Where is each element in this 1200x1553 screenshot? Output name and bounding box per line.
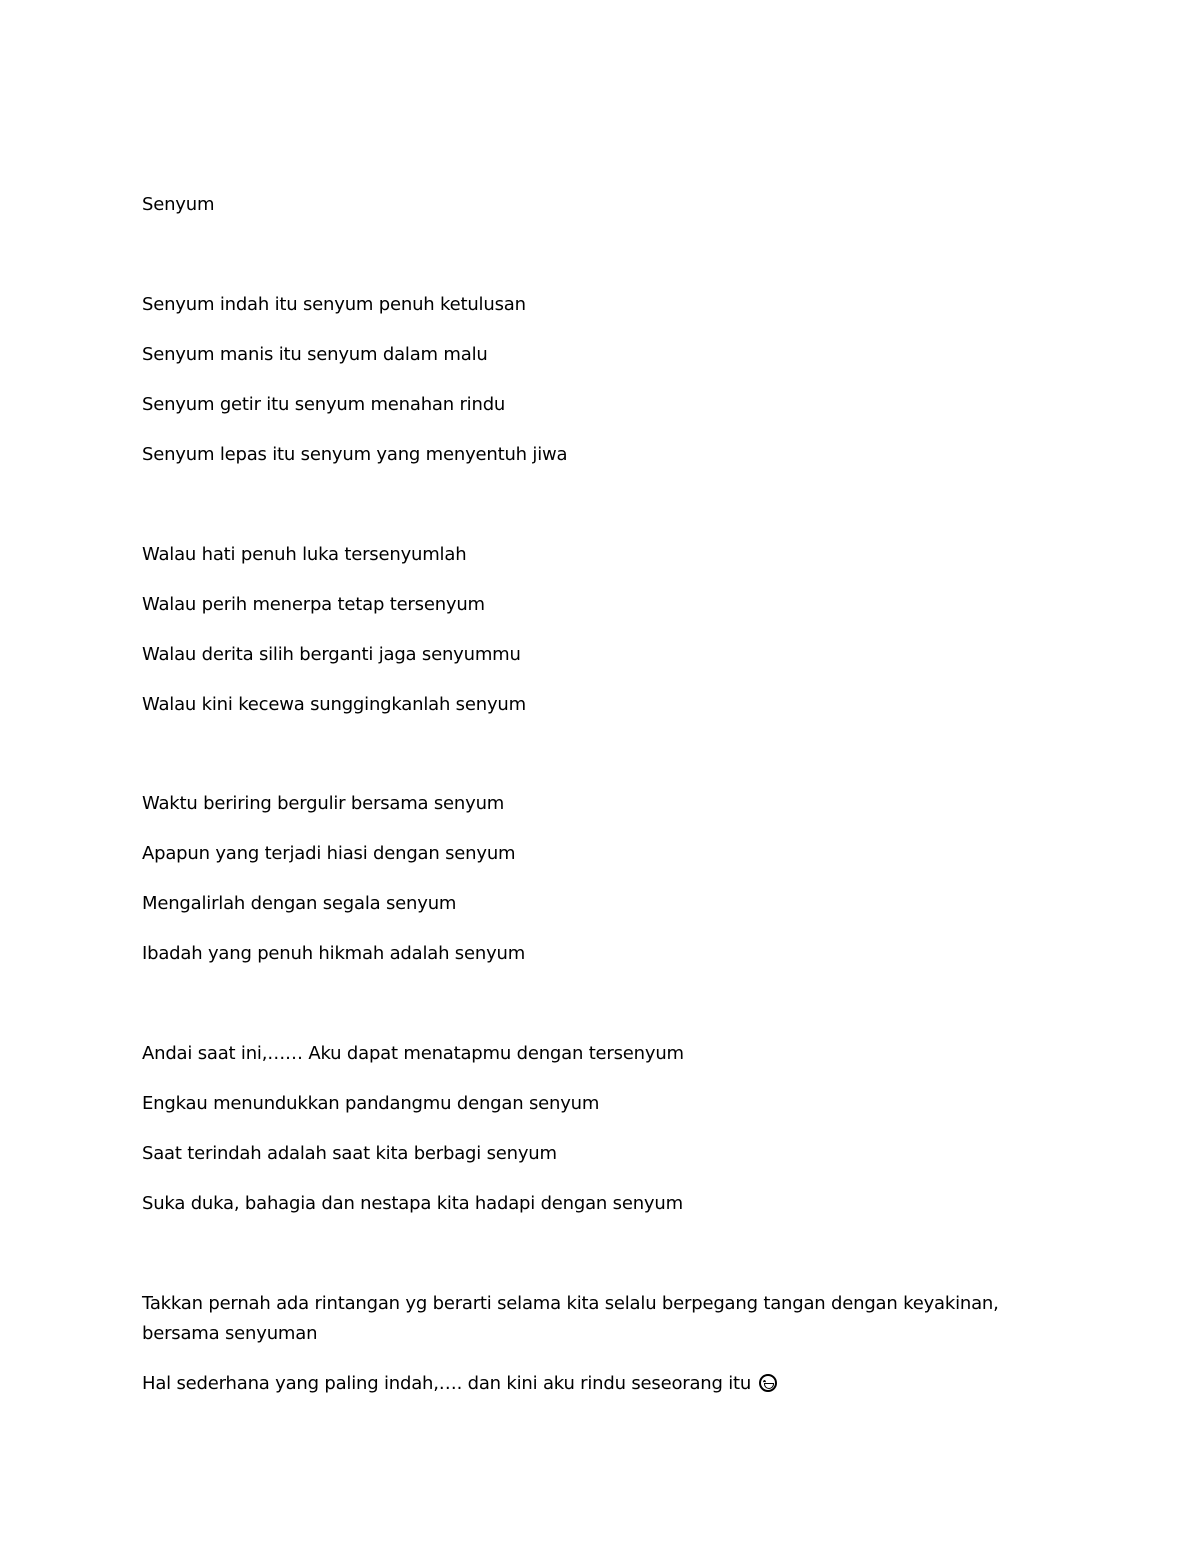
poem-line: Saat terindah adalah saat kita berbagi senyum — [142, 1143, 557, 1164]
poem-line: Senyum indah itu senyum penuh ketulusan — [142, 294, 526, 315]
poem-title: Senyum — [142, 194, 215, 215]
poem-line: Walau kini kecewa sunggingkanlah senyum — [142, 694, 526, 715]
poem-line: Walau perih menerpa tetap tersenyum — [142, 594, 485, 615]
poem-line: Andai saat ini,…… Aku dapat menatapmu dengan tersenyum — [142, 1043, 684, 1064]
poem-line: Walau hati penuh luka tersenyumlah — [142, 544, 467, 565]
poem-line: Suka duka, bahagia dan nestapa kita hadapi dengan senyum — [142, 1193, 683, 1214]
poem-line: Senyum manis itu senyum dalam malu — [142, 344, 488, 365]
closing-line-text: Hal sederhana yang paling indah,…. dan kini aku rindu seseorang itu — [142, 1373, 752, 1394]
poem-line: Mengalirlah dengan segala senyum — [142, 893, 457, 914]
closing-line — [142, 1369, 777, 1399]
closing-paragraph: Takkan pernah ada rintangan yg berarti selama kita selalu berpegang tangan dengan keyakinan, bersama senyuman — [142, 1293, 999, 1344]
poem-line: Senyum lepas itu senyum yang menyentuh jiwa — [142, 444, 568, 465]
poem-line: Apapun yang terjadi hiasi dengan senyum — [142, 843, 516, 864]
poem-line: Walau derita silih berganti jaga senyummu — [142, 644, 521, 665]
poem-line: Waktu beriring bergulir bersama senyum — [142, 793, 505, 814]
poem-line: Engkau menundukkan pandangmu dengan senyum — [142, 1093, 600, 1114]
poem-line: Senyum getir itu senyum menahan rindu — [142, 394, 506, 415]
grinning-face-icon — [759, 1374, 777, 1392]
poem-line: Ibadah yang penuh hikmah adalah senyum — [142, 943, 526, 964]
